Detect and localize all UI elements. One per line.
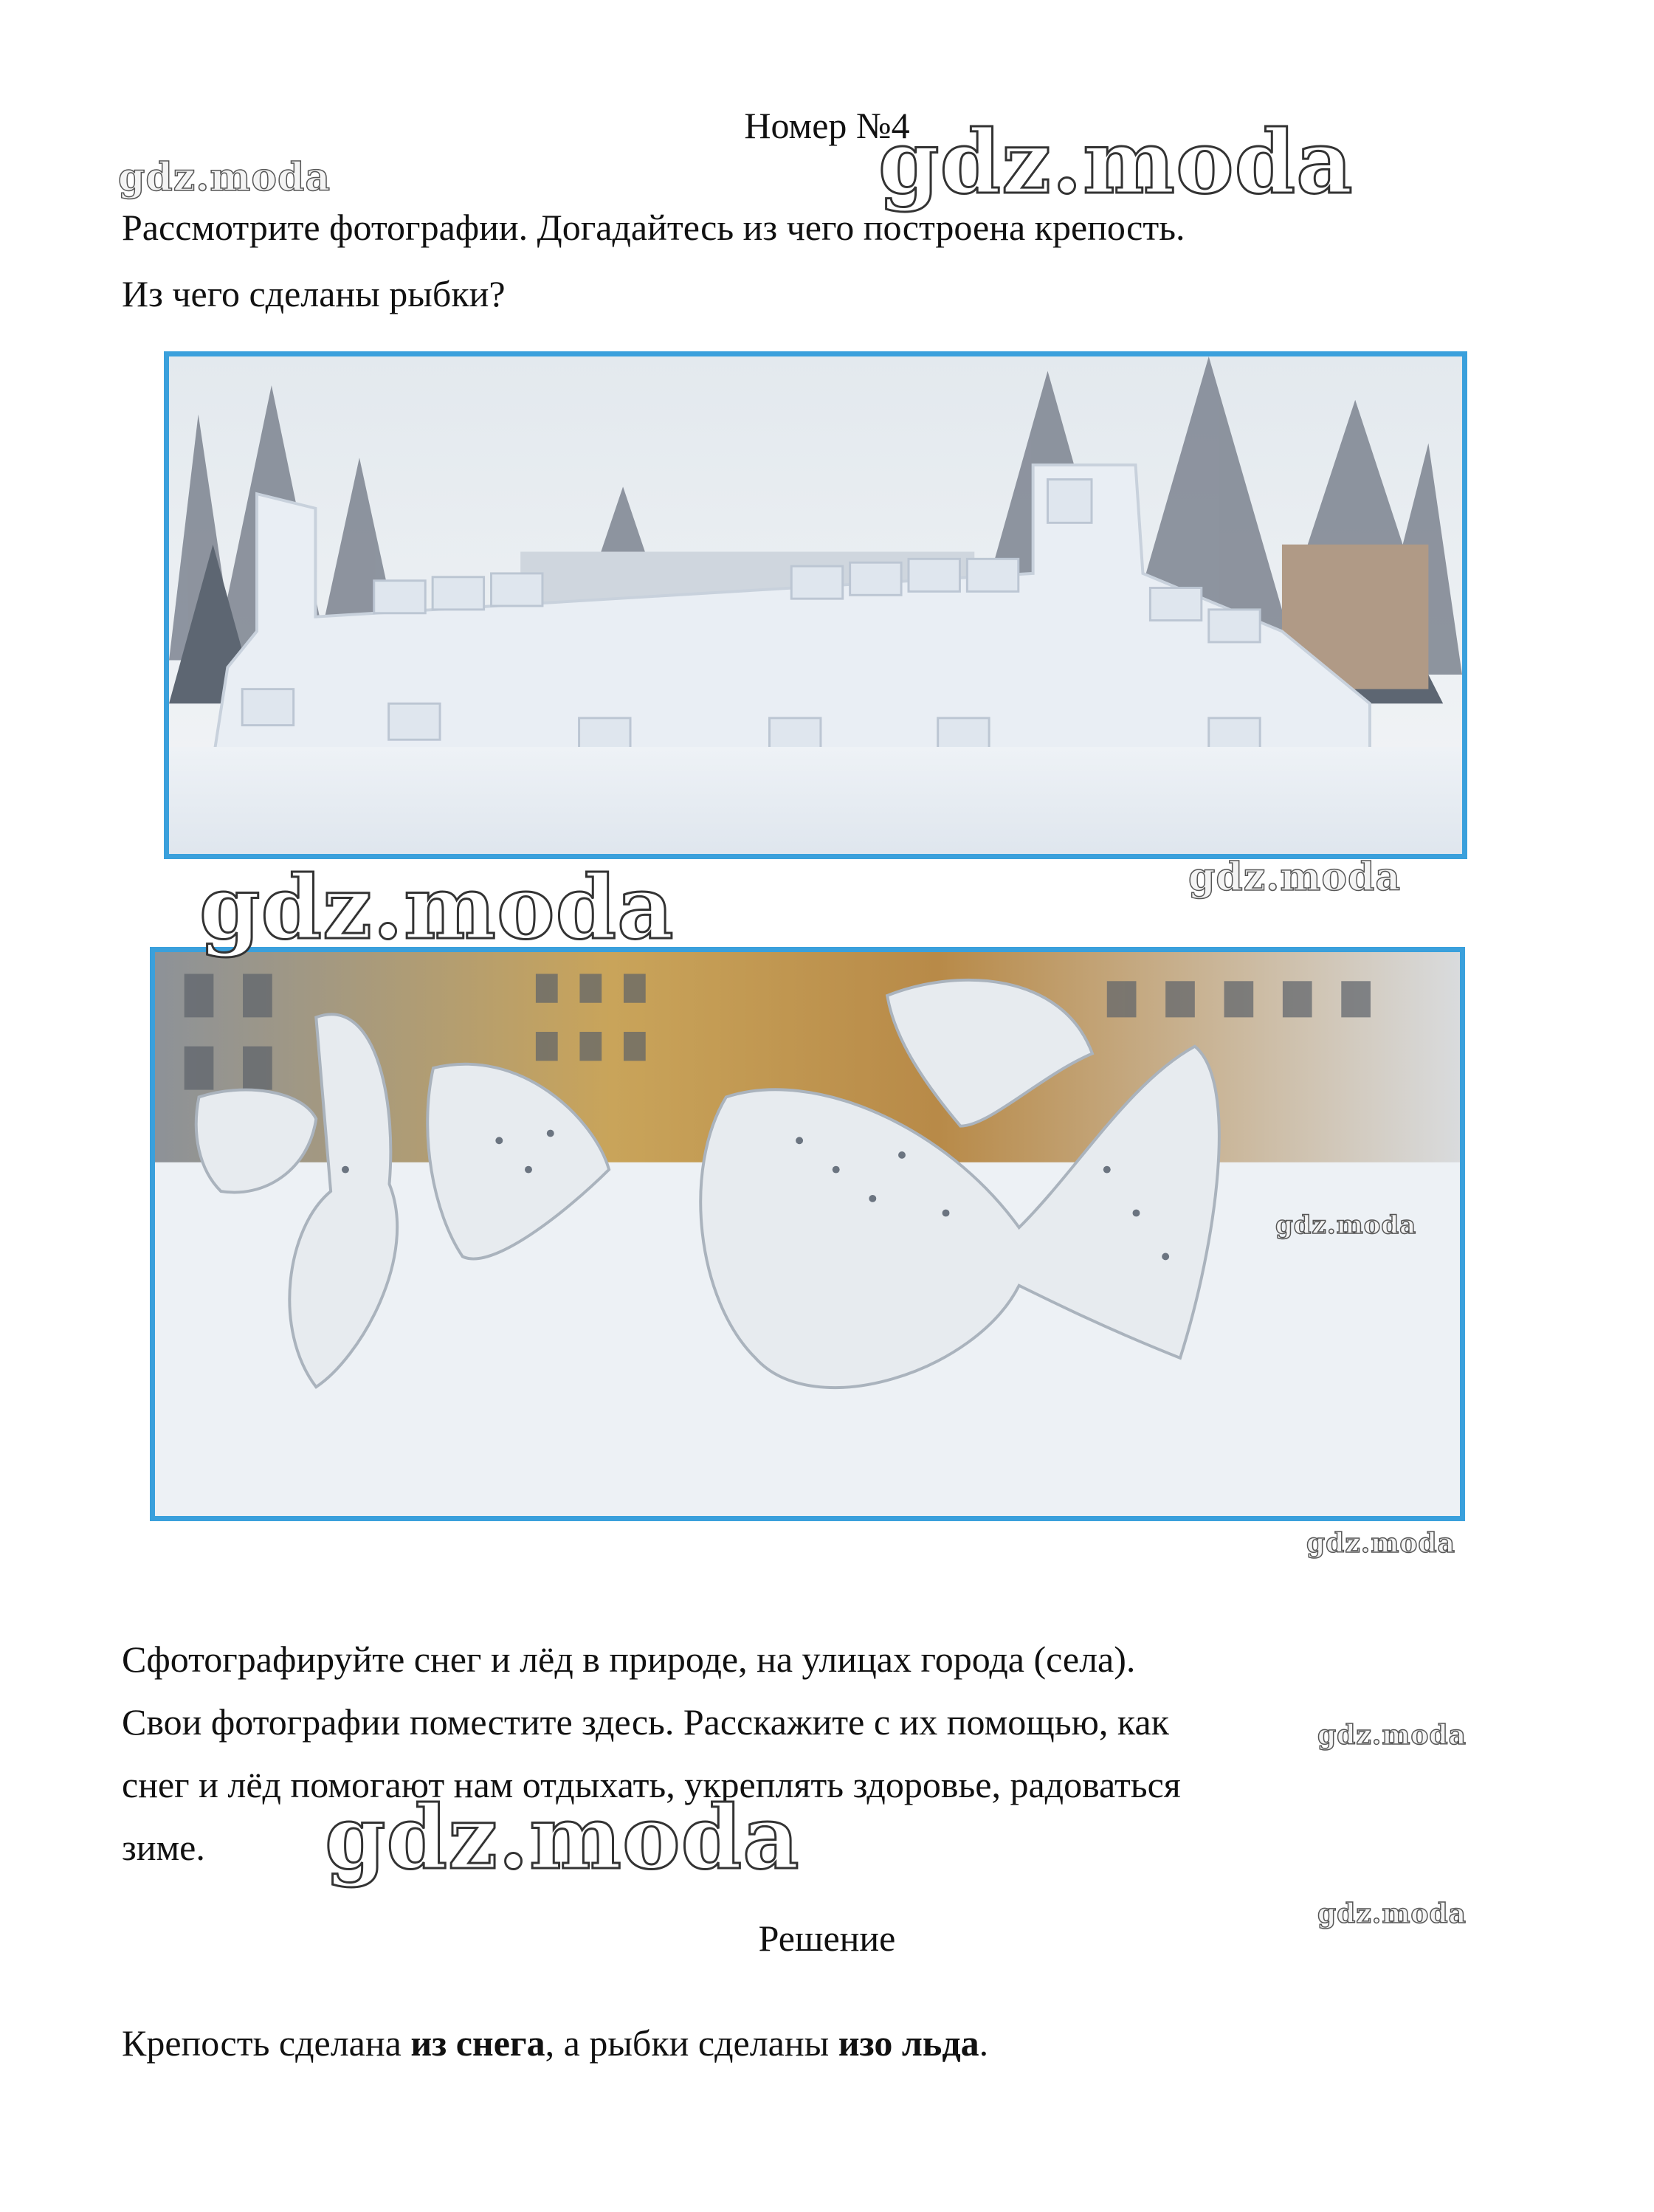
instructions-line-4: зиме. [122,1827,205,1868]
solution-heading: Решение [758,1918,896,1959]
fortress-photo [164,351,1467,859]
solution-part-1: Крепость сделана [122,2022,411,2064]
task-line-1: Рассмотрите фотографии. Догадайтесь из чего построена крепость. [122,207,1185,248]
watermark: gdz.moda [878,111,1354,213]
watermark: gdz.moda [1317,1720,1467,1751]
watermark: gdz.moda [118,155,331,200]
watermark: gdz.moda [1188,855,1402,900]
solution-part-2: , а рыбки сделаны [545,2022,838,2064]
task-line-2: Из чего сделаны рыбки? [122,273,506,314]
fish-photo [150,947,1465,1521]
solution-bold-1: из снега [410,2022,545,2064]
solution-answer [122,2021,988,2065]
watermark: gdz.moda [1275,1210,1417,1240]
watermark: gdz.moda [1317,1898,1467,1929]
instructions-line-2: Свои фотографии поместите здесь. Расскажите с их помощью, как [122,1701,1169,1743]
solution-part-3: . [979,2022,989,2064]
instructions-line-1: Сфотографируйте снег и лёд в природе, на улицах города (села). [122,1639,1136,1680]
page-title: Номер №4 [744,105,910,146]
instructions-line-3: снег и лёд помогают нам отдыхать, укреплять здоровье, радоваться [122,1764,1181,1805]
solution-bold-2: изо льда [838,2022,979,2064]
watermark: gdz.moda [325,1786,800,1889]
watermark: gdz.moda [1306,1528,1455,1559]
watermark: gdz.moda [199,856,675,959]
